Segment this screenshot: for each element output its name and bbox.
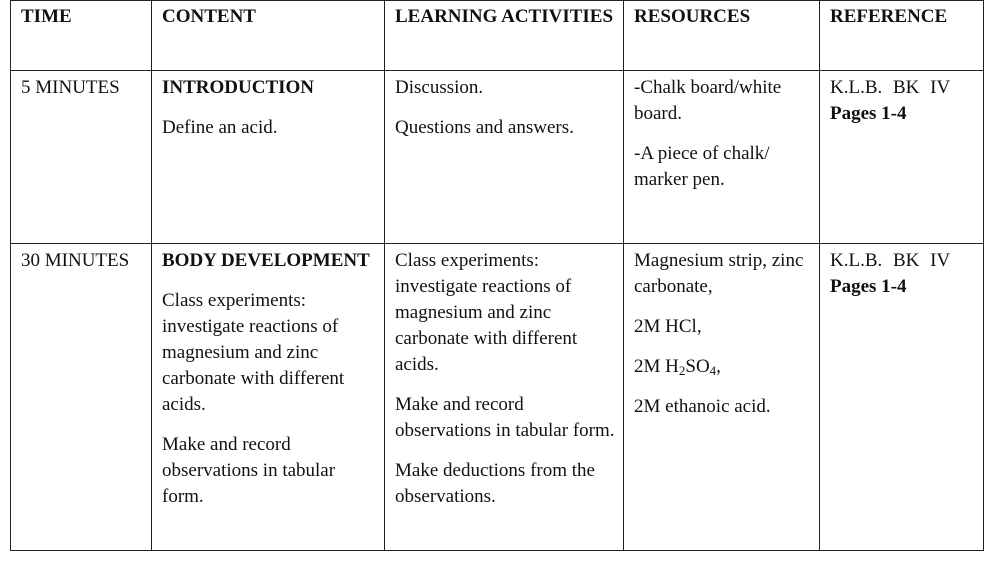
content-item: Make and record observations in tabular form. xyxy=(162,434,336,507)
table-row-body-development xyxy=(11,244,984,551)
content-item: Class experiments: investigate reactions of magnesium and zinc carbonate with different acids. xyxy=(162,290,345,415)
h2so4-mid: SO xyxy=(685,356,710,377)
reference-pages: Pages 1-4 xyxy=(830,276,907,297)
reference-cell xyxy=(820,71,984,244)
content-item: Define an acid. xyxy=(162,117,278,138)
activity-item: Make deductions from the observations. xyxy=(395,460,595,507)
content-title: INTRODUCTION xyxy=(162,77,315,98)
reference-book: K.L.B. BK IV xyxy=(830,250,951,271)
table-row-introduction xyxy=(11,71,984,244)
header-row xyxy=(11,1,984,71)
activities-cell xyxy=(385,244,624,551)
activities-cell xyxy=(385,71,624,244)
lesson-plan-table xyxy=(10,0,984,551)
h2so4-prefix: 2M H xyxy=(634,356,679,377)
time-cell: 30 MINUTES xyxy=(11,244,152,551)
resources-cell xyxy=(624,71,820,244)
resource-item: Magnesium strip, zinc carbonate, xyxy=(634,250,804,297)
resource-item: -A piece of chalk/ marker pen. xyxy=(634,143,770,190)
h2so4-sub-4: 4 xyxy=(709,363,717,378)
activity-item: Discussion. xyxy=(395,77,484,98)
resource-item: 2M HCl, xyxy=(634,316,702,337)
h2so4-suffix: , xyxy=(716,356,721,377)
content-cell xyxy=(152,71,385,244)
header-time: TIME xyxy=(11,1,152,71)
reference-pages: Pages 1-4 xyxy=(830,103,907,124)
header-reference: REFERENCE xyxy=(820,1,984,71)
time-cell: 5 MINUTES xyxy=(11,71,152,244)
h2so4-sub-2: 2 xyxy=(678,363,686,378)
reference-book: K.L.B. BK IV xyxy=(830,77,951,98)
header-content: CONTENT xyxy=(152,1,385,71)
header-resources: RESOURCES xyxy=(624,1,820,71)
activity-item: Questions and answers. xyxy=(395,117,574,138)
resources-cell xyxy=(624,244,820,551)
resource-item: -Chalk board/white board. xyxy=(634,77,782,124)
reference-cell xyxy=(820,244,984,551)
content-title: BODY DEVELOPMENT xyxy=(162,250,370,271)
activity-item: Make and record observations in tabular form. xyxy=(395,394,615,441)
resource-item: 2M ethanoic acid. xyxy=(634,396,771,417)
resource-item-h2so4 xyxy=(634,354,811,380)
activity-item: Class experiments: investigate reactions of magnesium and zinc carbonate with different acids. xyxy=(395,250,578,375)
content-cell xyxy=(152,244,385,551)
header-learning-activities: LEARNING ACTIVITIES xyxy=(385,1,624,71)
